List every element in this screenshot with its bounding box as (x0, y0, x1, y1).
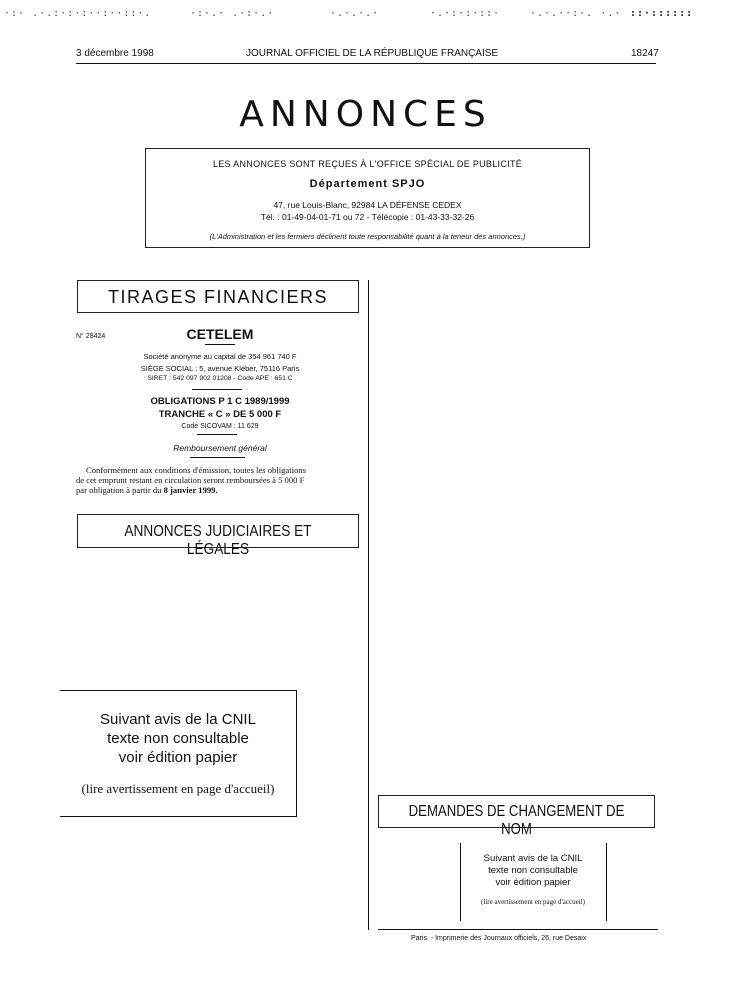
section-heading-tirages (77, 280, 359, 313)
sicovam-code: Code SICOVAM : 11 629 (181, 423, 259, 430)
scan-noise: ·.·.·.· (330, 8, 380, 19)
header-rule (76, 63, 656, 64)
cnil-line: Suivant avis de la CNIL (100, 711, 256, 728)
section-heading-tirages-label: TIRAGES FINANCIERS (107, 287, 329, 307)
separator (197, 434, 237, 435)
notice-body-text: par obligation à partir du (76, 485, 162, 495)
cnil-line: texte non consultable (488, 865, 578, 876)
cnil-line: voir édition papier (495, 877, 571, 888)
section-heading-changement-nom-label: DEMANDES DE CHANGEMENT DE NOM (408, 803, 625, 838)
cnil-note-small: (lire avertissement en page d'accueil) (481, 898, 585, 906)
header-page-number: 18247 (631, 48, 659, 59)
cnil-line: texte non consultable (107, 730, 249, 747)
scan-noise: ::·:::::: (630, 8, 694, 19)
cnil-box-right-rule (296, 690, 297, 816)
page-title: ANNONCES (239, 94, 492, 135)
column-divider (368, 280, 369, 930)
cnil-line: voir édition papier (118, 749, 238, 766)
separator (190, 457, 245, 458)
company-siret: SIRET : 542 097 902 01208 - Code APE : 651 C (147, 375, 293, 382)
cnil-note-large: (lire avertissement en page d'accueil) (81, 781, 275, 796)
cnil-notice-small (460, 853, 606, 889)
company-capital: Société anonyme au capital de 354 961 740 F (143, 352, 297, 361)
cnil-box-bottom-rule (60, 816, 297, 817)
scan-noise: ·.·.··:·. ·.· (530, 8, 622, 19)
obligations-title: OBLIGATIONS P 1 C 1989/1999 (150, 396, 290, 407)
company-name: CETELEM (186, 326, 254, 342)
cnil-small-right-rule (606, 843, 607, 921)
office-department: Département SPJO (309, 178, 426, 190)
separator (192, 389, 242, 390)
separator (205, 344, 235, 345)
cnil-notice-large (60, 710, 296, 767)
office-info-box (145, 148, 590, 248)
remboursement-heading: Remboursement général (173, 443, 267, 453)
company-headquarters: SIÈGE SOCIAL : 5, avenue Kléber, 75116 Paris (140, 364, 300, 373)
header-date: 3 décembre 1998 (76, 48, 154, 59)
tranche-title: TRANCHE « C » DE 5 000 F (158, 409, 282, 420)
section-heading-judiciaires-label: ANNONCES JUDICIAIRES ET LÉGALES (124, 523, 312, 558)
cnil-line: Suivant avis de la CNIL (483, 853, 583, 864)
notice-number: N° 28424 (76, 333, 106, 340)
notice-body-line: Conformément aux conditions d'émission, toutes les obligations (86, 465, 306, 475)
header-journal-title: JOURNAL OFFICIEL DE LA RÉPUBLIQUE FRANÇAISE (246, 48, 499, 59)
office-address: 47, rue Louis-Blanc, 92984 LA DÉFENSE CEDEX (273, 200, 462, 210)
cnil-box-top-rule (60, 690, 297, 691)
footer-rule (378, 929, 658, 930)
scan-noise: ·:·.· .·:·.· (190, 8, 275, 19)
notice-body-date: 8 janvier 1999. (163, 485, 218, 495)
section-heading-judiciaires (77, 514, 359, 558)
office-intro: LES ANNONCES SONT REÇUES À L'OFFICE SPÉCIAL DE PUBLICITÉ (212, 159, 523, 169)
office-disclaimer: (L'Administration et les fermiers déclinent toute responsabilité quant à la teneur des annonces.) (209, 232, 526, 241)
notice-body-line (76, 485, 366, 495)
scan-noise: ·:· .·.:·:·:··:··::·. (4, 8, 152, 19)
office-phones: Tél. : 01-49-04-01-71 ou 72 - Télécopie : 01-43-33-32-26 (260, 212, 475, 222)
notice-body-line: de cet emprunt restant en circulation seront remboursées à 5 000 F (76, 475, 305, 485)
notice-body (76, 465, 366, 495)
section-heading-changement-nom (378, 795, 655, 838)
footer-imprint: Paris. - Imprimerie des Journaux officiels, 26, rue Desaix (411, 935, 587, 942)
scan-noise: ·.·:·:·::· (430, 8, 501, 19)
